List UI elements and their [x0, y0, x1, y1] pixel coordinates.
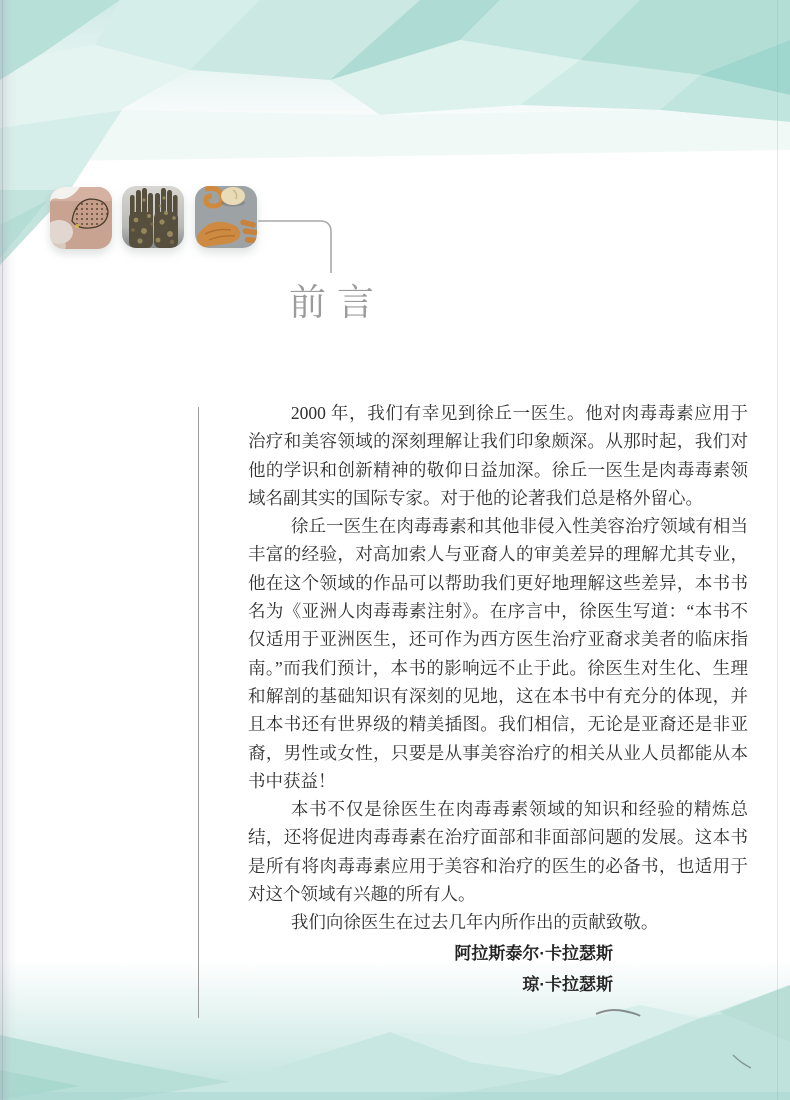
skin-photo-art [50, 187, 112, 249]
paragraph: 我们向徐医生在过去几年内所作出的贡献致敬。 [290, 912, 659, 933]
paragraph: 2000 年，我们有幸见到徐丘一医生。他对肉毒毒素应用于治疗和美容领域的深刻理解让我们印象颇深。从那时起，我们对他的学识和创新精神的敬仰日益加深。徐丘一医生是肉毒毒素领域名副其实的国际专家。对于他的论著我们总是格外留心。 [248, 403, 748, 508]
preface-body [248, 399, 748, 937]
hand-model-photo-art [195, 186, 257, 248]
text-margin-rule [198, 407, 199, 1018]
photo-thumbnail-hand-model [195, 186, 257, 248]
author-signatures [454, 938, 613, 1000]
signature-line: 琼·卡拉瑟斯 [522, 975, 613, 994]
photo-thumbnail-paste-covered-hands [122, 186, 184, 248]
paragraph: 本书不仅是徐医生在肉毒毒素领域的知识和经验的精炼总结，还将促进肉毒毒素在治疗面部和非面部问题的发展。这本书是所有将肉毒毒素应用于美容和治疗的医生的必备书，也适用于对这个领域有兴趣的所有人。 [248, 799, 748, 905]
paragraph: 徐丘一医生在肉毒毒素和其他非侵入性美容治疗领域有相当丰富的经验，对高加索人与亚裔人的审美差异的理解尤其专业，他在这个领域的作品可以帮助我们更好地理解这些差异，本书书名为《亚洲人肉毒毒素注射》。在序言中，徐医生写道：“本书不仅适用于亚洲医生，还可作为西方医生治疗亚裔求美者的临床指南。”而我们预计，本书的影响远不止于此。徐医生对生化、生理和解剖的基础知识有深刻的见地，这在本书中有充分的体现，并且本书还有世界级的精美插图。我们相信，无论是亚裔还是非亚裔，男性或女性，只要是从事美容治疗的相关从业人员都能从本书中获益！ [248, 516, 748, 791]
page-title: 前言 [289, 282, 385, 323]
photo-thumbnail-skin-injection [50, 187, 112, 249]
hands-photo-art [122, 186, 184, 248]
signature-line: 阿拉斯泰尔·卡拉瑟斯 [454, 944, 613, 963]
